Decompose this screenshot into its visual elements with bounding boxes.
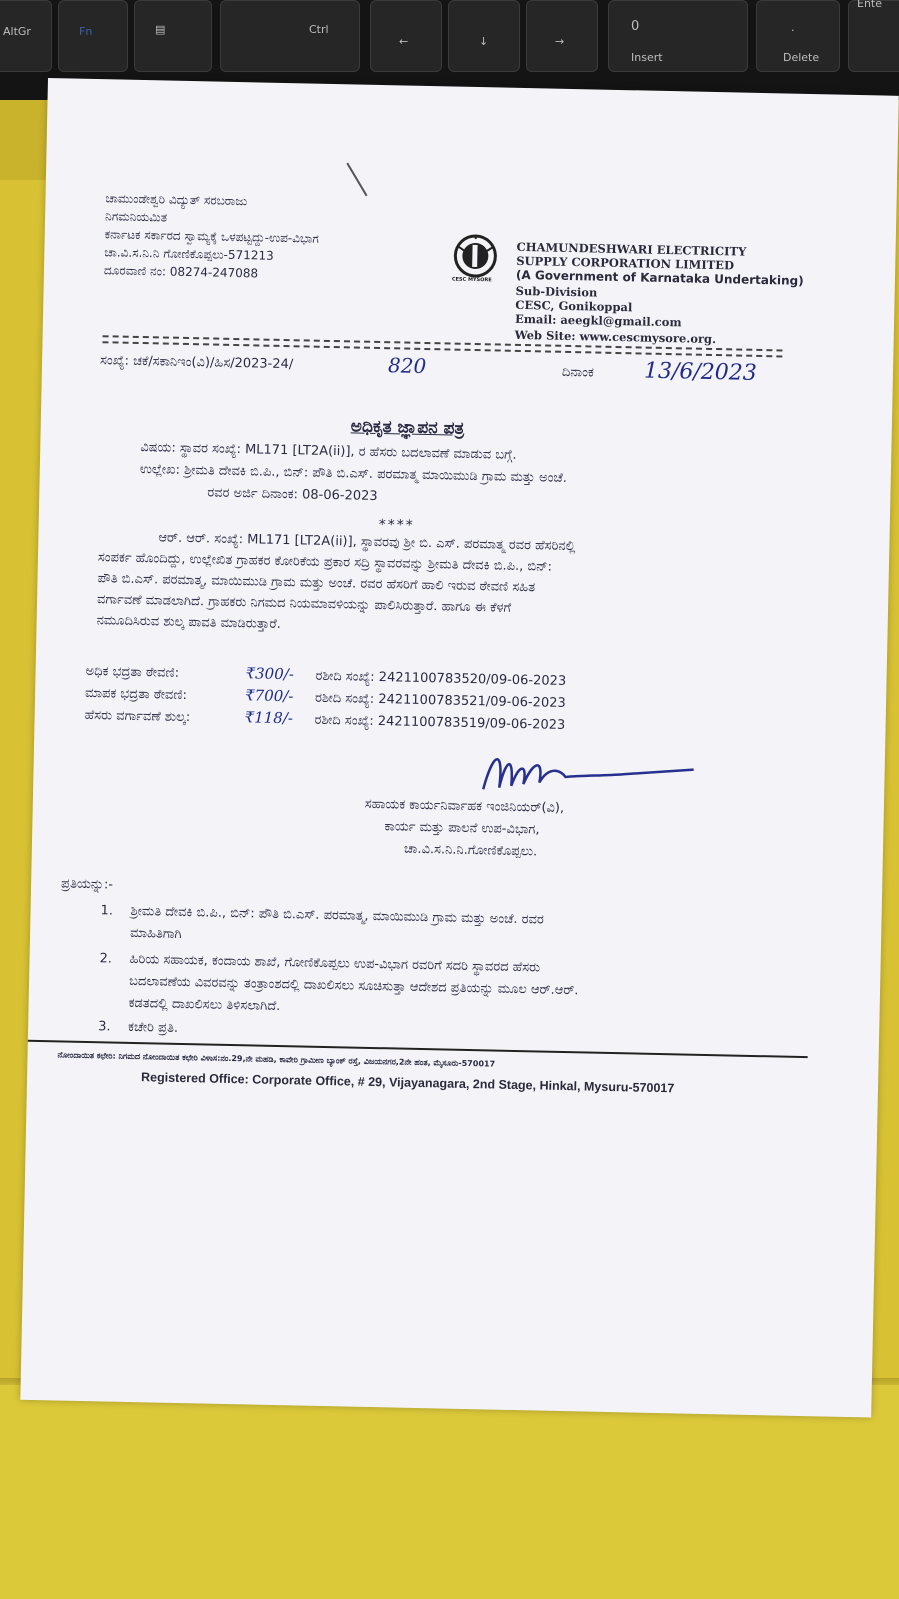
en-org-line-3: (A Government of Karnataka Undertaking) xyxy=(515,267,804,288)
copy-item-text: ಶ್ರೀಮತಿ ದೇವಕಿ ಬಿ.ಪಿ., ಬಿನ್: ಪೌತಿ ಬಿ.ಎಸ್. ಪರಮಾತ್ಮ, ಮಾಯಿಮುಡಿ ಗ್ರಾಮ ಮತ್ತು ಅಂಚೆ. ರವರ xyxy=(130,903,544,928)
key-delete xyxy=(756,0,840,72)
key-label: Ente xyxy=(857,0,883,10)
subject-line: ವಿಷಯ: ಸ್ಥಾವರ ಸಂಖ್ಯೆ: ML171 [LT2A(ii)], ರ ಹೆಸರು ಬದಲಾವಣೆ ಮಾಡುವ ಬಗ್ಗೆ. xyxy=(140,440,517,463)
key-label: 0 xyxy=(631,19,640,34)
kn-org-line-4: ಚಾ.ವಿ.ಸ.ನಿ.ನಿ ಗೋಣಿಕೊಪ್ಪಲು-571213 xyxy=(104,245,274,263)
arrow-left-icon: ← xyxy=(399,35,409,48)
en-org-line-2: SUPPLY CORPORATION LIMITED xyxy=(516,253,735,273)
copy-item-number: 3. xyxy=(97,1019,111,1035)
arrow-right-icon: → xyxy=(555,35,565,48)
body-line-3: ಪೌತಿ ಬಿ.ಎಸ್. ಪರಮಾತ್ಮ, ಮಾಯಿಮುಡಿ ಗ್ರಾಮ ಮತ್ತು ಅಂಚೆ. ರವರ ಹೆಸರಿಗೆ ಹಾಲಿ ಇರುವ ಠೇವಣಿ ಸಹಿತ xyxy=(97,571,536,596)
key-right-arrow xyxy=(526,0,598,72)
deposit-amount: ₹700/- xyxy=(244,686,294,706)
pen-mark xyxy=(346,163,367,197)
deposit-amount: ₹300/- xyxy=(245,664,295,684)
deposit-amount: ₹118/- xyxy=(244,708,294,728)
key-altgr xyxy=(0,0,52,72)
en-org-line-1: CHAMUNDESHWARI ELECTRICITY xyxy=(516,239,747,259)
signatory-designation: ಸಹಾಯಕ ಕಾರ್ಯನಿರ್ವಾಹಕ ಇಂಜಿನಿಯರ್(ವಿ), xyxy=(364,796,565,816)
en-subdivision: Sub-Division xyxy=(515,283,598,300)
key-down-arrow xyxy=(448,0,520,72)
kn-org-line-3: ಕರ್ನಾಟಕ ಸರ್ಕಾರದ ಸ್ವಾಮ್ಯಕ್ಕೆ ಒಳಪಟ್ಟದ್ದು-ಉಪ-ವಿಭಾಗ xyxy=(104,227,319,246)
date-label: ದಿನಾಂಕ xyxy=(561,364,594,381)
deposit-label: ಅಧಿಕ ಭದ್ರತಾ ಠೇವಣಿ: xyxy=(85,663,180,681)
copy-item-number: 1. xyxy=(100,903,114,919)
memo-title: ಅಧಿಕೃತ ಜ್ಞಾಪನ ಪತ್ರ xyxy=(350,416,465,439)
body-line-2: ಸಂಪರ್ಕ ಹೊಂದಿದ್ದು, ಉಲ್ಲೇಖಿತ ಗ್ರಾಹಕರ ಕೋರಿಕೆಯ ಪ್ರಕಾರ ಸದ್ರಿ ಸ್ಥಾವರವನ್ನು ಶ್ರೀಮತಿ ದೇವಕಿ ಬಿ.ಪಿ., ಬಿನ್: xyxy=(97,550,553,575)
deposit-receipt: ರಶೀದಿ ಸಂಖ್ಯೆ: 2421100783519/09-06-2023 xyxy=(314,712,566,733)
body-line-5: ನಮೂದಿಸಿರುವ ಶುಲ್ಕ ಪಾವತಿ ಮಾಡಿರುತ್ತಾರೆ. xyxy=(96,613,282,632)
key-label: Fn xyxy=(79,25,93,38)
copy-item-text: ಮಾಹಿತಿಗಾಗಿ xyxy=(129,925,182,942)
menu-icon: ▤ xyxy=(155,23,166,36)
copy-item-number: 2. xyxy=(99,951,113,967)
signatory-office: ಚಾ.ವಿ.ಸ.ನಿ.ನಿ.ಗೋಣಿಕೊಪ್ಪಲು. xyxy=(403,841,538,860)
footer-kannada: ನೋಂದಾಯಿತ ಕಛೇರಿ: ನಿಗಮದ ನೋಂದಾಯಿತ ಕಛೇರಿ ವಿಳಾಸ:ನಂ.29,ನೇ ಮಹಡಿ, ಕಾವೇರಿ ಗ್ರಾಮೀಣ ಬ್ಯಾಂಕ್ ರಸ್ತೆ, ವಿಜಯನಗರ,2ನೇ ಹಂತ, ಮೈಸೂರು-570017 xyxy=(57,1050,496,1069)
deposit-label: ಹೆಸರು ವರ್ಗಾವಣೆ ಶುಲ್ಕ: xyxy=(84,707,191,726)
key-label: AltGr xyxy=(3,25,31,38)
key-label: Ctrl xyxy=(309,23,329,36)
signature-scribble xyxy=(473,739,704,804)
footer-english: Registered Office: Corporate Office, # 29, Vijayanagara, 2nd Stage, Hinkal, Mysuru-570017 xyxy=(140,1070,675,1096)
copy-item-text: ಹಿರಿಯ ಸಹಾಯಕ, ಕಂದಾಯ ಶಾಖೆ, ಗೋಣಿಕೊಪ್ಪಲು ಉಪ-ವಿಭಾಗ ರವರಿಗೆ ಸದರಿ ಸ್ಥಾವರದ ಹೆಸರು xyxy=(129,951,541,976)
en-website: Web Site: www.cescmysore.org. xyxy=(514,327,717,347)
key-left-arrow xyxy=(370,0,442,72)
copies-heading: ಪ್ರತಿಯನ್ನು:- xyxy=(60,876,114,893)
deposit-receipt: ರಶೀದಿ ಸಂಖ್ಯೆ: 2421100783521/09-06-2023 xyxy=(314,690,566,711)
en-email: Email: aeegkl@gmail.com xyxy=(514,311,682,330)
desk-surface xyxy=(0,1385,899,1599)
deposit-label: ಮಾಪಕ ಭದ್ರತಾ ಠೇವಣಿ: xyxy=(84,685,188,704)
key-enter xyxy=(848,0,899,72)
kn-phone: ದೂರವಾಣಿ ನಂ: 08274-247088 xyxy=(103,263,259,281)
key-label: Delete xyxy=(783,51,820,64)
key-ctrl xyxy=(220,0,360,72)
key-label: . xyxy=(791,21,795,34)
stars-separator: **** xyxy=(378,517,415,534)
body-line-1: ಆರ್. ಆರ್. ಸಂಖ್ಯೆ: ML171 [LT2A(ii)], ಸ್ಥಾವರವು ಶ್ರೀ ಬಿ. ಎಸ್. ಪರಮಾತ್ಮ ರವರ ಹೆಸರಿನಲ್ಲಿ xyxy=(158,530,576,555)
copy-item-text: ಕಚೇರಿ ಪ್ರತಿ. xyxy=(127,1019,179,1036)
signatory-subdivision: ಕಾರ್ಯ ಮತ್ತು ಪಾಲನೆ ಉಪ-ವಿಭಾಗ, xyxy=(384,819,540,838)
date-handwritten: 13/6/2023 xyxy=(643,358,758,386)
logo-text: CESC MYSORE xyxy=(451,276,492,284)
copy-item-text: ಬದಲಾವಣೆಯ ವಿವರವನ್ನು ತಂತ್ರಾಂಶದಲ್ಲಿ ದಾಖಲಿಸಲು ಸೂಚಿಸುತ್ತಾ ಆದೇಶದ ಪ್ರತಿಯನ್ನು ಮೂಲ ಆರ್.ಆರ್. xyxy=(128,973,579,999)
ref-number-label: ಸಂಖ್ಯೆ: ಚಕೆ/ಸಕಾನಿಇಂ(ವಿ)/ಹಿಸ/2023-24/ xyxy=(99,353,294,373)
reference-line-1: ಉಲ್ಲೇಖ: ಶ್ರೀಮತಿ ದೇವಕಿ ಬಿ.ಪಿ., ಬಿನ್: ಪೌತಿ ಬಿ.ಎಸ್. ಪರಮಾತ್ಮ ಮಾಯಿಮುಡಿ ಗ್ರಾಮ ಮತ್ತು ಅಂಚೆ. xyxy=(139,462,568,486)
deposit-receipt: ರಶೀದಿ ಸಂಖ್ಯೆ: 2421100783520/09-06-2023 xyxy=(315,668,567,689)
memo-paper xyxy=(20,78,898,1418)
en-cesc: CESC, Gonikoppal xyxy=(515,297,633,315)
body-line-4: ವರ್ಗಾವಣೆ ಮಾಡಲಾಗಿದೆ. ಗ್ರಾಹಕರು ನಿಗಮದ ನಿಯಮಾವಳಿಯನ್ನು ಪಾಲಿಸಿರುತ್ತಾರೆ. ಹಾಗೂ ಈ ಕೆಳಗೆ xyxy=(96,592,512,616)
ref-number-handwritten: 820 xyxy=(387,353,427,378)
kn-org-line-1: ಚಾಮುಂಡೇಶ್ವರಿ ವಿದ್ಯುತ್ ಸರಬರಾಜು xyxy=(105,191,248,209)
cesc-logo xyxy=(450,232,501,283)
copy-item-text: ಕಡತದಲ್ಲಿ ದಾಖಲಿಸಲು ತಿಳಿಸಲಾಗಿದೆ. xyxy=(128,995,281,1015)
key-menu xyxy=(134,0,212,72)
key-fn xyxy=(58,0,128,72)
reference-line-2: ರವರ ಅರ್ಜಿ ದಿನಾಂಕ: 08-06-2023 xyxy=(207,485,378,504)
key-label: Insert xyxy=(631,51,663,64)
arrow-down-icon: ↓ xyxy=(479,35,489,48)
kn-org-line-2: ನಿಗಮನಿಯಮಿತ xyxy=(104,209,168,225)
key-insert xyxy=(608,0,748,72)
